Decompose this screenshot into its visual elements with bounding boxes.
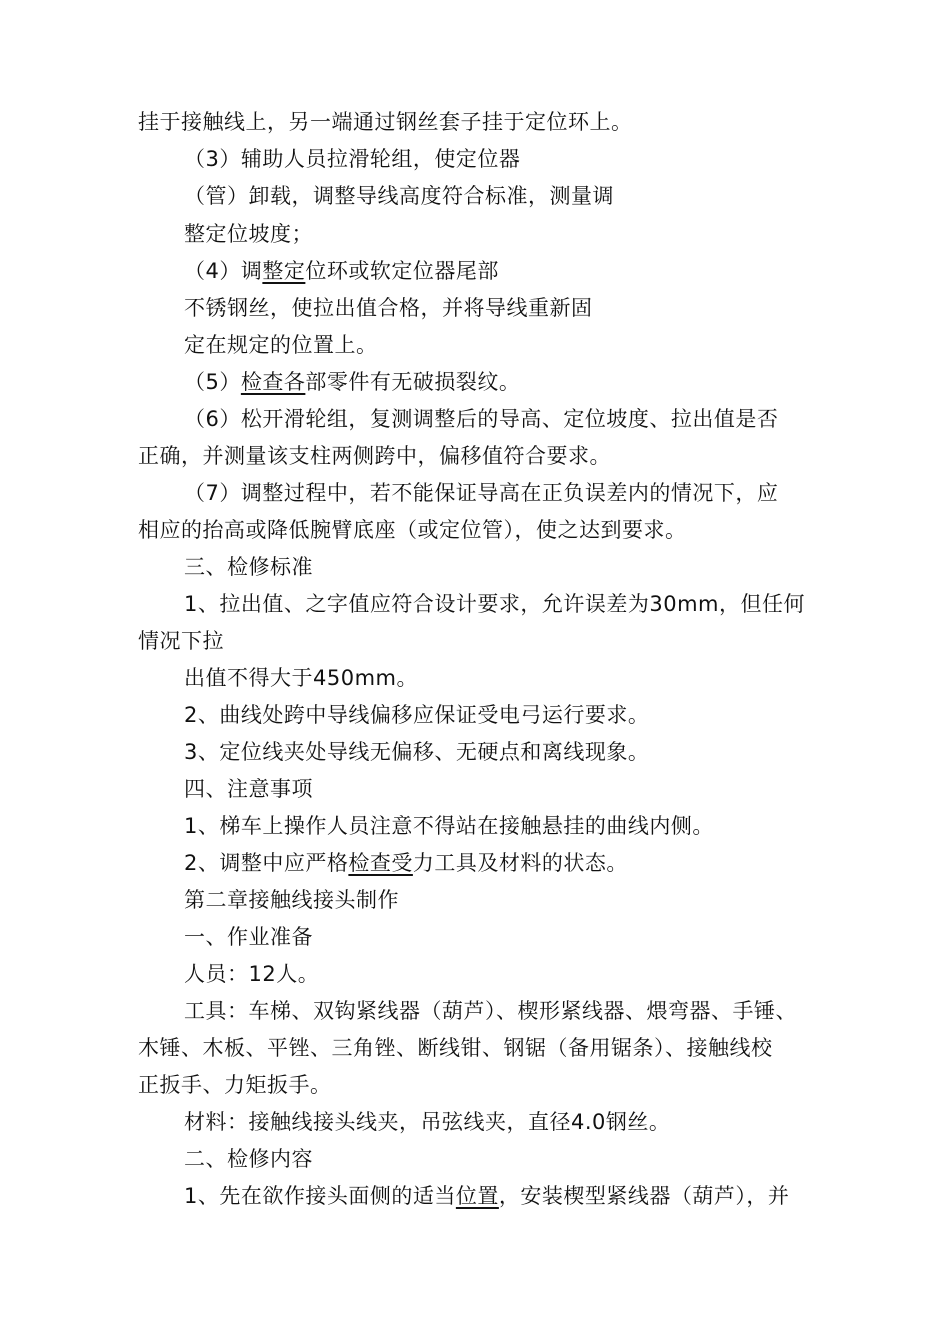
underlined-text: 整定 (262, 259, 306, 283)
text-line: 2、调整中应严格检查受力工具及材料的状态。 (184, 851, 628, 875)
text-line: 情况下拉 (138, 629, 224, 653)
text-line: 3、定位线夹处导线无偏移、无硬点和离线现象。 (184, 740, 650, 764)
text-line: 1、拉出值、之字值应符合设计要求，允许误差为30mm，但任何 (184, 592, 805, 616)
section-heading: 二、检修内容 (184, 1147, 313, 1171)
text-line: 1、先在欲作接头面侧的适当位置，安装楔型紧线器（葫芦），并 (184, 1184, 790, 1208)
text-line: （6）松开滑轮组，复测调整后的导高、定位坡度、拉出值是否 (184, 407, 779, 431)
text-line: 定在规定的位置上。 (184, 333, 378, 357)
text-line: （7）调整过程中，若不能保证导高在正负误差内的情况下，应 (184, 481, 779, 505)
underlined-text: 位置 (455, 1184, 499, 1208)
text-line: （3）辅助人员拉滑轮组，使定位器 (184, 147, 521, 171)
text-line: 正确，并测量该支柱两侧跨中，偏移值符合要求。 (138, 444, 611, 468)
text-line: 不锈钢丝，使拉出值合格，并将导线重新固 (184, 296, 593, 320)
chapter-heading: 第二章接触线接头制作 (184, 888, 399, 912)
text-line: 整定位坡度； (184, 222, 313, 246)
text-line: 人员：12人。 (184, 962, 320, 986)
text-line: 工具：车梯、双钩紧线器（葫芦）、楔形紧线器、煨弯器、手锤、 (184, 999, 797, 1023)
text-line: 相应的抬高或降低腕臂底座（或定位管），使之达到要求。 (138, 518, 687, 542)
text-line: （5）检查各部零件有无破损裂纹。 (184, 370, 521, 394)
text-line: 木锤、木板、平锉、三角锉、断线钳、钢锯（备用锯条）、接触线校 (138, 1036, 773, 1060)
section-heading: 三、检修标准 (184, 555, 313, 579)
text-line: 2、曲线处跨中导线偏移应保证受电弓运行要求。 (184, 703, 650, 727)
text-line: （4）调整定位环或软定位器尾部 (184, 259, 499, 283)
text-line: 出值不得大于450mm。 (184, 666, 418, 690)
section-heading: 一、作业准备 (184, 925, 313, 949)
underlined-text: 检查受 (348, 851, 413, 875)
text-line: 挂于接触线上，另一端通过钢丝套子挂于定位环上。 (138, 110, 633, 134)
text-line: 材料：接触线接头线夹，吊弦线夹，直径4.0钢丝。 (184, 1110, 671, 1134)
text-line: 正扳手、力矩扳手。 (138, 1073, 332, 1097)
section-heading: 四、注意事项 (184, 777, 313, 801)
text-line: （管）卸载，调整导线高度符合标准，测量调 (184, 184, 614, 208)
text-line: 1、梯车上操作人员注意不得站在接触悬挂的曲线内侧。 (184, 814, 714, 838)
underlined-text: 检查各 (240, 370, 306, 394)
